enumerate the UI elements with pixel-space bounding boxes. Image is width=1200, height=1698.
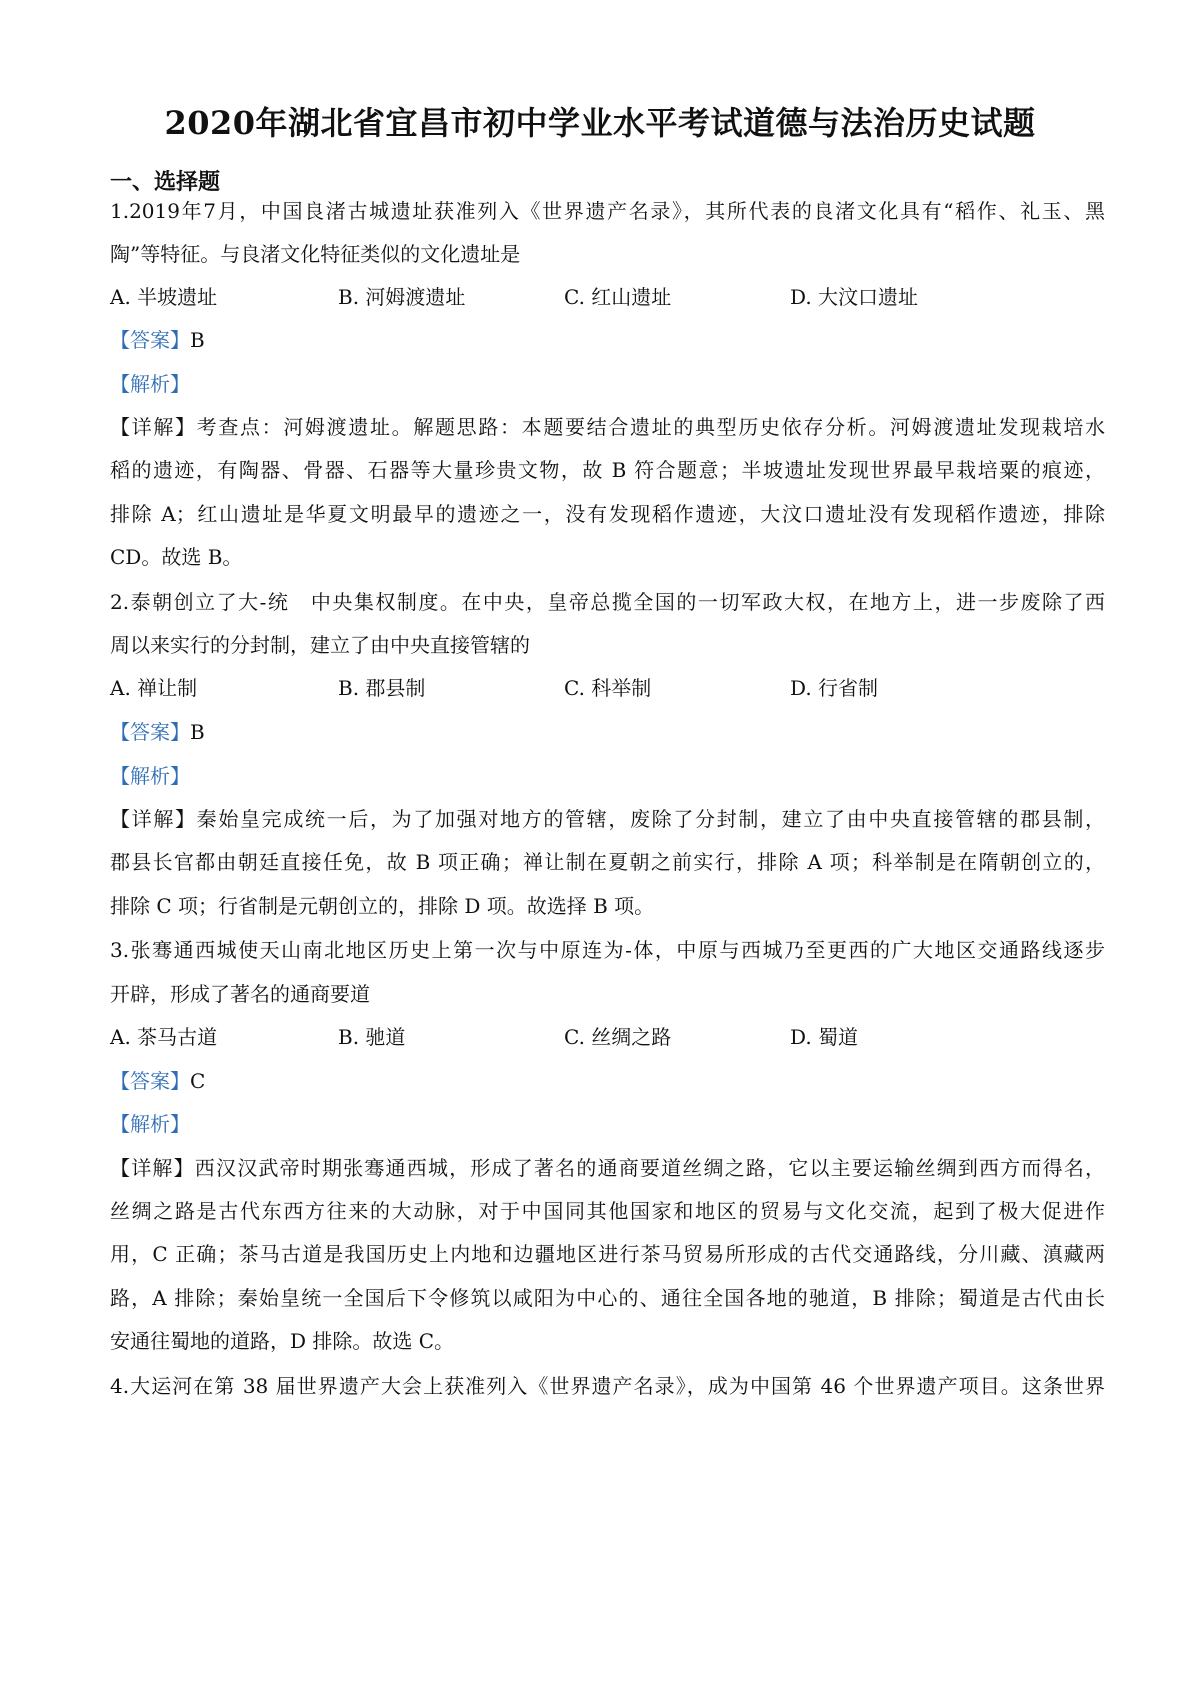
q1-detail-line: 稻的遗迹，有陶器、骨器、石器等大量珍贵文物，故 B 符合题意；半坡遗址发现世界最早栽培粟的痕迹， — [110, 458, 1105, 482]
q1-option-d: D. 大汶口遗址 — [790, 285, 919, 309]
q3-stem-line: 开辟，形成了著名的通商要道 — [110, 982, 370, 1006]
q1-stem-line: 陶”等特征。与良渚文化特征类似的文化遗址是 — [110, 242, 521, 266]
q2-option-a: A. 禅让制 — [110, 676, 198, 700]
q3-answer: 【答案】C — [110, 1069, 206, 1093]
q1-option-a: A. 半坡遗址 — [110, 285, 218, 309]
section-heading: 一、选择题 — [110, 169, 221, 195]
q3-detail-line: 用，C 正确；茶马古道是我国历史上内地和边疆地区进行茶马贸易所形成的古代交通路线，分川藏、滇藏两 — [110, 1242, 1105, 1266]
q1-stem-line: 1.2019年7月，中国良渚古城遗址获准列入《世界遗产名录》，其所代表的良渚文化具有“稻作、礼玉、黑 — [110, 199, 1105, 223]
q2-stem-line: 周以来实行的分封制，建立了由中央直接管辖的 — [110, 633, 530, 657]
answer-label: 【答案】 — [110, 328, 190, 352]
q2-detail-line: 郡县长官都由朝廷直接任免，故 B 项正确；禅让制在夏朝之前实行，排除 A 项；科举制是在隋朝创立的， — [110, 850, 1105, 874]
q2-detail-line: 排除 C 项；行省制是元朝创立的，排除 D 项。故选择 B 项。 — [110, 894, 655, 918]
answer-value: B — [190, 720, 205, 744]
q1-answer — [110, 326, 205, 354]
q2-option-d: D. 行省制 — [790, 676, 879, 700]
q1-detail-line: CD。故选 B。 — [110, 545, 243, 569]
q3-detail-line: 安通往蜀地的道路，D 排除。故选 C。 — [110, 1329, 455, 1353]
q1-option-c: C. 红山遗址 — [564, 285, 672, 309]
q1-detail-line: 【详解】考查点：河姆渡遗址。解题思路：本题要结合遗址的典型历史依存分析。河姆渡遗址发现栽培水 — [110, 415, 1106, 439]
detail-label: 【详解】 — [110, 415, 197, 439]
q1-detail-line: 排除 A；红山遗址是华夏文明最早的遗迹之一，没有发现稻作遗迹，大汶口遗址没有发现稻作遗迹，排除 — [110, 502, 1105, 526]
q2-detail-line: 【详解】秦始皇完成统一后，为了加强对地方的管辖，废除了分封制，建立了由中央直接管辖的郡县制， — [110, 807, 1106, 831]
document-title: 2020年湖北省宜昌市初中学业水平考试道德与法治历史试题 — [164, 104, 1036, 142]
q3-detail-line: 丝绸之路是古代东西方往来的大动脉，对于中国同其他国家和地区的贸易与文化交流，起到了极大促进作 — [110, 1199, 1105, 1223]
q2-answer: 【答案】B — [110, 720, 205, 744]
answer-value: C — [190, 1069, 206, 1093]
answer-value: B — [190, 328, 205, 352]
q2-stem-line: 2.泰朝创立了大-统 中央集权制度。在中央，皇帝总揽全国的一切军政大权，在地方上，进一步废除了西 — [110, 590, 1105, 614]
q3-stem-line: 3.张骞通西城使天山南北地区历史上第一次与中原连为-体，中原与西城乃至更西的广大地区交通路线逐步 — [110, 938, 1105, 962]
q2-analysis-label: 【解析】 — [110, 764, 190, 788]
q4-stem-line: 4.大运河在第 38 届世界遗产大会上获准列入《世界遗产名录》，成为中国第 46 个世界遗产项目。这条世界 — [110, 1374, 1105, 1398]
q1-analysis-label: 【解析】 — [110, 372, 190, 396]
q1-option-b: B. 河姆渡遗址 — [338, 285, 466, 309]
q3-option-a: A. 茶马古道 — [110, 1025, 218, 1049]
q3-detail-line: 【详解】西汉汉武帝时期张骞通西城，形成了著名的通商要道丝绸之路，它以主要运输丝绸到西方而得名， — [110, 1156, 1106, 1180]
q3-option-d: D. 蜀道 — [790, 1025, 859, 1049]
q3-option-b: B. 驰道 — [338, 1025, 406, 1049]
q3-analysis-label: 【解析】 — [110, 1112, 190, 1136]
q3-detail-line: 路，A 排除；秦始皇统一全国后下令修筑以咸阳为中心的、通往全国各地的驰道，B 排除；蜀道是古代由长 — [110, 1286, 1105, 1310]
q2-option-c: C. 科举制 — [564, 676, 652, 700]
q3-option-c: C. 丝绸之路 — [564, 1025, 672, 1049]
q2-option-b: B. 郡县制 — [338, 676, 426, 700]
